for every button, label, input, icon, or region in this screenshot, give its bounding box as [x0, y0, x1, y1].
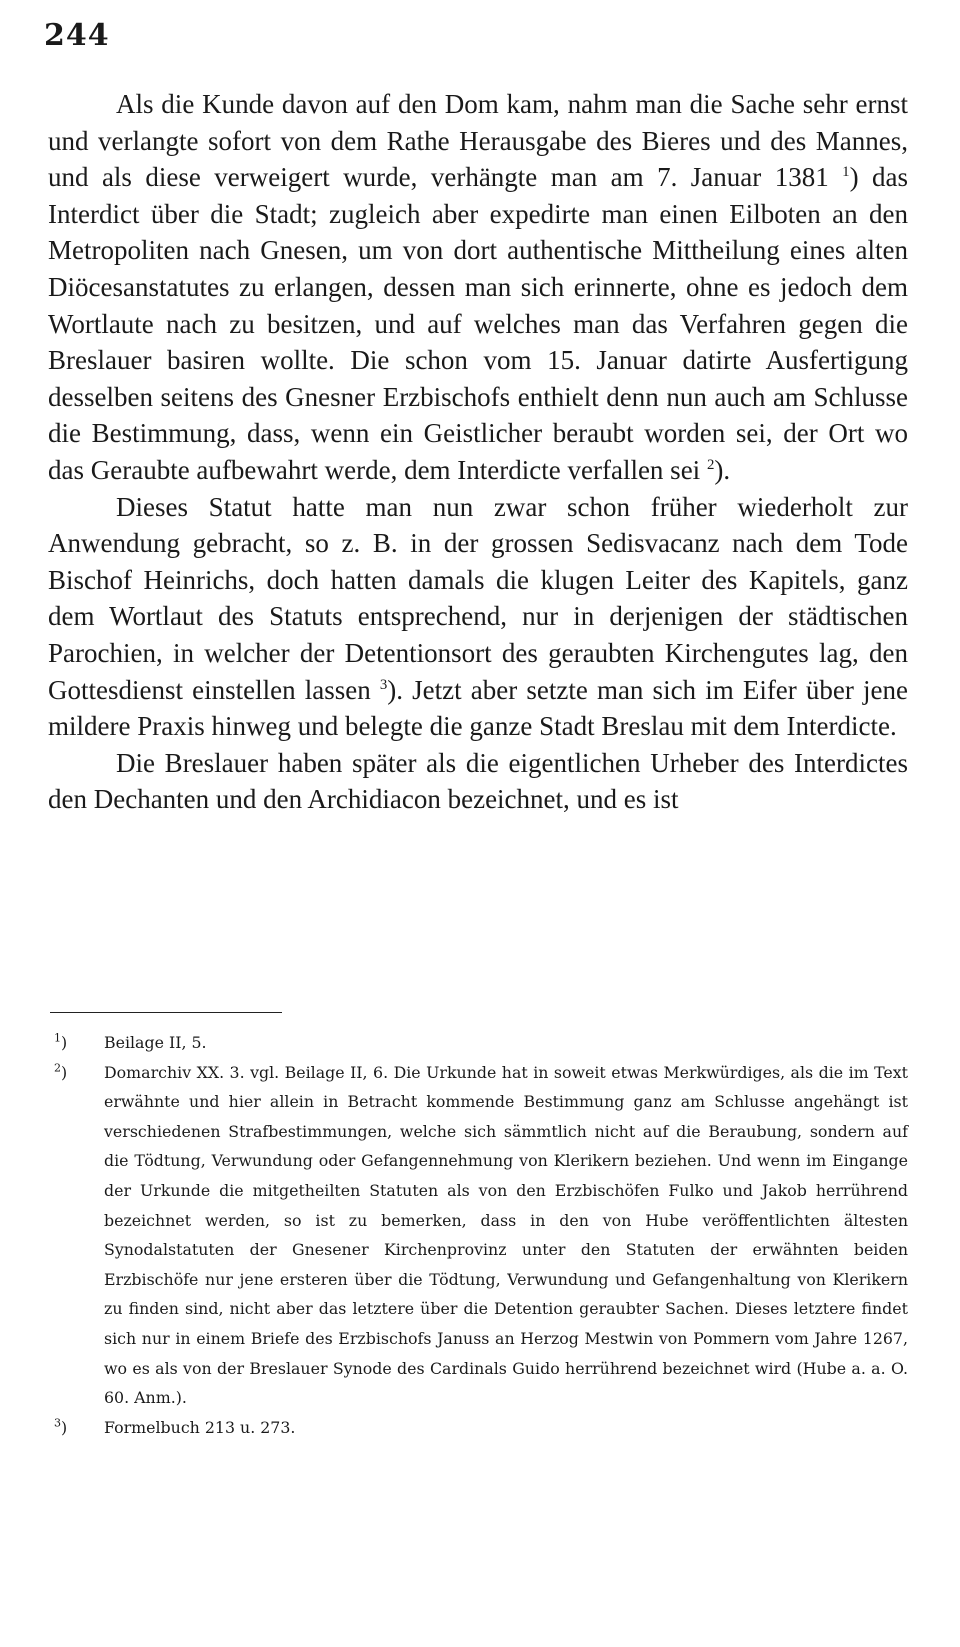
footnote-mark: $^3$) [54, 1416, 68, 1437]
paragraph: Als die Kunde davon auf den Dom kam, nahm man die Sache sehr ernst und verlangte sofort von dem Rathe Herausgabe des Bieres und des Mannes, und als diese verweigert wurde, verhängte man am 7. Januar 1381 $^1$) das Interdict über die Stadt; zugleich aber expedirte man einen Eilboten an den Metropoliten nach Gnesen, um von dort authentische Mittheilung eines alten Diöcesanstatutes zu erlangen, dessen man sich erinnerte, ohne es jedoch dem Wortlaute nach zu besitzen, und auf welches man das Verfahren gegen die Breslauer basiren wollte. Die schon vom 15. Januar datirte Ausfertigung desselben seitens des Gnesner Erzbischofs enthielt denn nun auch am Schlusse die Bestimmung, dass, wenn ein Geistlicher beraubt worden sei, der Ort wo das Geraubte aufbewahrt werde, dem Interdicte verfallen sei $^2$). [48, 89, 909, 485]
footnote-mark: $^2$) [54, 1061, 68, 1082]
footnote [54, 1413, 908, 1443]
footnote-mark: $^1$) [54, 1031, 68, 1052]
paragraph: Dieses Statut hatte man nun zwar schon früher wiederholt zur Anwendung gebracht, so z. B. in der grossen Sedisvacanz nach dem Tode Bischof Heinrichs, doch hatten damals die klugen Leiter des Kapitels, ganz dem Wortlaut des Statuts entsprechend, nur in derjenigen der städtischen Parochien, in welcher der Detentionsort des geraubten Kirchengutes lag, den Gottesdienst einstellen lassen $^3$). Jetzt aber setzte man sich im Eifer über jene mildere Praxis hinweg und belegte die ganze Stadt Breslau mit dem Interdicte. [48, 491, 908, 742]
footnote-ref: 3 [379, 676, 388, 693]
footnote-ref: 2 [706, 456, 715, 473]
footnote-text: Formelbuch 213 u. 273. [104, 1417, 296, 1437]
footnote-text: Domarchiv XX. 3. vgl. Beilage II, 6. Die Urkunde hat in soweit etwas Merkwürdiges, als die im Text erwähnte und hier allein in Betracht kommende Bestimmung ganz am Schlusse angehängt ist verschiedenen Strafbestimmungen, welche sich sämmtlich nicht auf die Beraubung, sondern auf die Tödtung, Verwundung oder Gefangennehmung von Klerikern beziehen. Und wenn im Eingange der Urkunde die mitgetheilten Statuten als von den Erzbischöfen Fulko und Jakob herrührend bezeichnet werden, so ist zu bemerken, dass in den von Hube veröffentlichten ältesten Synodalstatuten der Gnesener Kirchenprovinz unter den Statuten der erwähnten beiden Erzbischöfe nur jene ersteren über die Tödtung, Verwundung und Gefangenhaltung von Klerikern zu finden sind, nicht aber das letztere über die Detention geraubter Sachen. Dieses letztere findet sich nur in einem Briefe des Erzbischofs Januss an Herzog Mestwin von Pommern vom Jahre 1267, wo es als von der Breslauer Synode des Cardinals Guido herrührend bezeichnet wird (Hube a. a. O. 60. Anm.). [104, 1062, 908, 1408]
footnote-divider [50, 1012, 282, 1013]
footnotes [54, 1028, 908, 1442]
footnote [54, 1028, 908, 1058]
page-number: 244 [44, 18, 110, 53]
paragraph: Die Breslauer haben später als die eigentlichen Urheber des Interdictes den Dechanten und den Archidiacon bezeichnet, und es ist [48, 747, 908, 815]
main-text [48, 86, 908, 818]
footnote [54, 1058, 908, 1413]
footnote-ref: 1 [842, 164, 850, 181]
footnote-text: Beilage II, 5. [104, 1033, 207, 1052]
